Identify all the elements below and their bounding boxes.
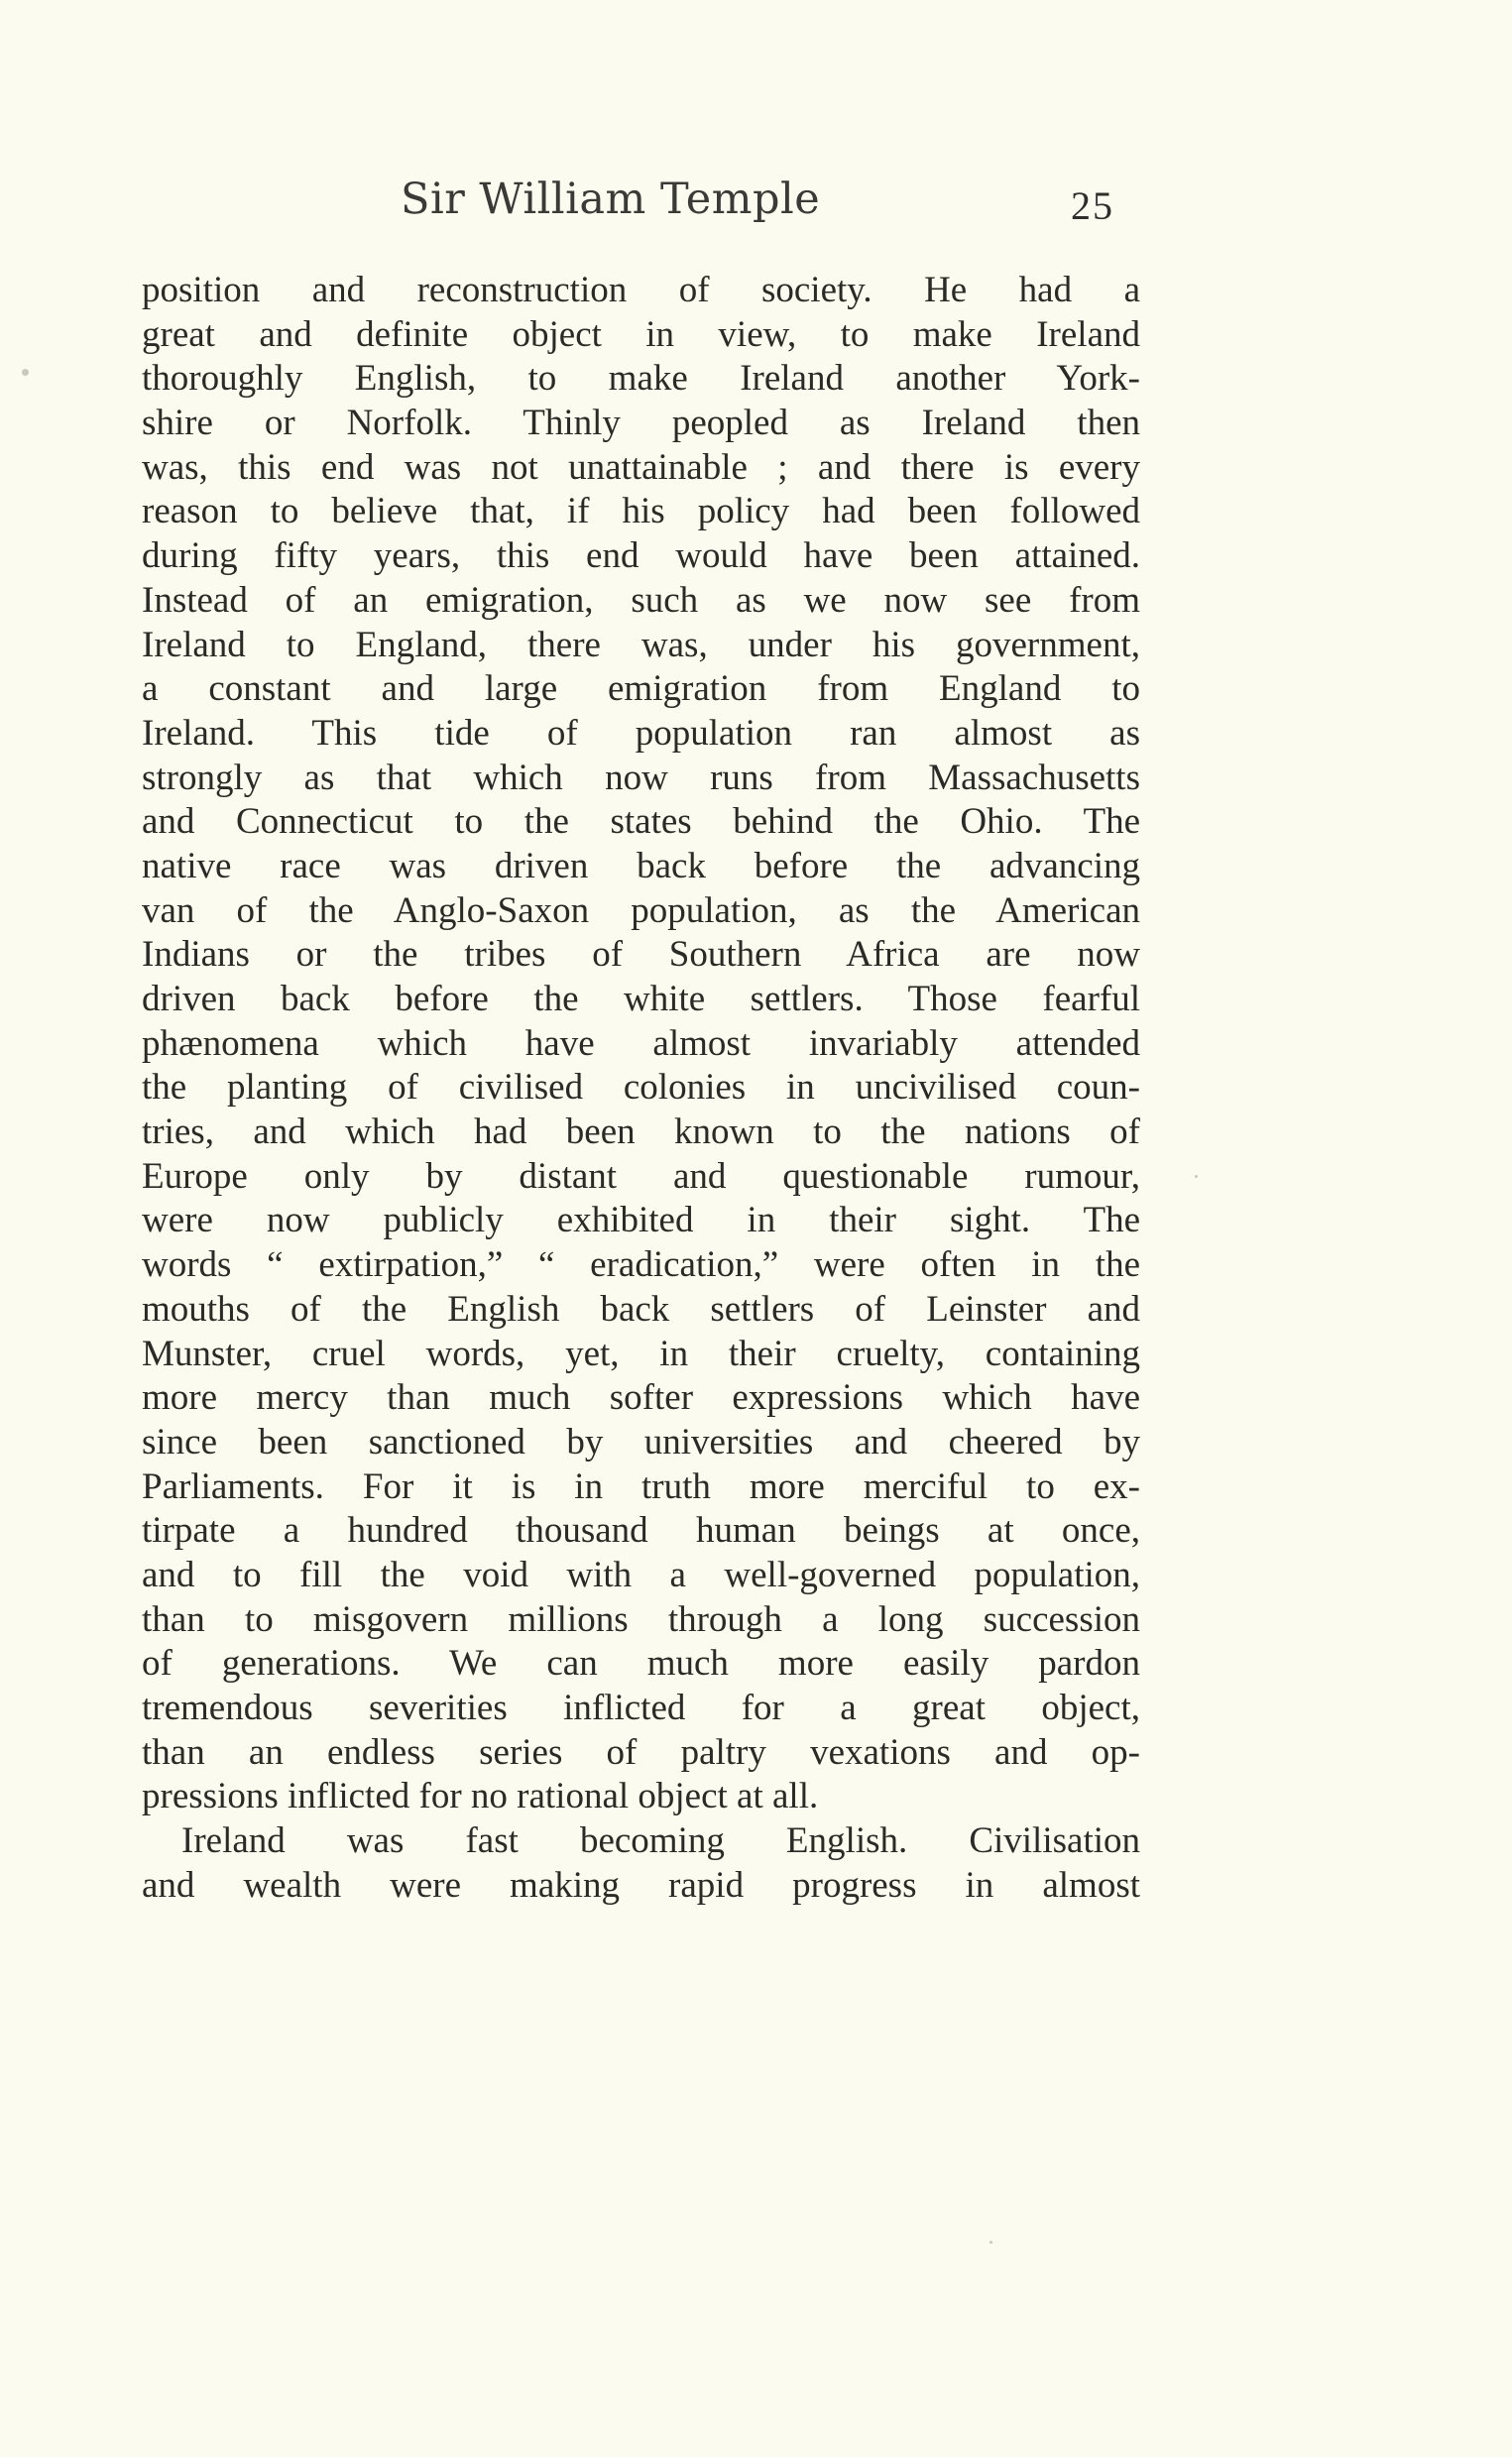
text-line: and Connecticut to the states behind the Ohio. The [142,801,1140,843]
text-line: words “ extirpation,” “ eradication,” were often in the [142,1244,1140,1286]
text-line: strongly as that which now runs from Massachusetts [142,757,1140,798]
text-line: than an endless series of paltry vexations and op- [142,1731,1140,1773]
text-line: great and definite object in view, to make Ireland [142,313,1140,355]
text-line: the planting of civilised colonies in uncivilised coun- [142,1067,1140,1109]
text-line: mouths of the English back settlers of Leinster and [142,1288,1140,1330]
text-line: of generations. We can much more easily pardon [142,1643,1140,1685]
text-line: during fifty years, this end would have been attained. [142,535,1140,577]
text-line: a constant and large emigration from England to [142,668,1140,710]
text-line: tremendous severities inflicted for a great object, [142,1688,1140,1728]
text-line: more mercy than much softer expressions which have [142,1377,1140,1419]
text-line: Munster, cruel words, yet, in their cruelty, containing [142,1333,1140,1374]
text-line: Ireland to England, there was, under his government, [142,624,1140,665]
text-line: and to fill the void with a well-governed population, [142,1554,1140,1595]
text-line: tirpate a hundred thousand human beings at once, [142,1510,1140,1552]
text-line: shire or Norfolk. Thinly peopled as Ireland then [142,403,1140,444]
text-line: were now publicly exhibited in their sight. The [142,1200,1140,1241]
text-line: Indians or the tribes of Southern Africa are now [142,934,1140,976]
text-line: reason to believe that, if his policy had been followed [142,491,1140,532]
running-title: Sir William Temple [401,175,821,224]
text-line: van of the Anglo-Saxon population, as the American [142,889,1140,931]
text-line: Europe only by distant and questionable rumour, [142,1155,1140,1197]
paper-speck [989,2241,992,2244]
text-line: Parliaments. For it is in truth more merciful to ex- [142,1465,1140,1507]
paragraph-first-line: Ireland was fast becoming English. Civilisation [181,1820,1140,1862]
body-text [142,269,1140,1908]
paper-speck [22,369,29,376]
text-line: Ireland. This tide of population ran almost as [142,712,1140,754]
paper-speck [1195,1175,1198,1178]
text-line: phænomena which have almost invariably attended [142,1022,1140,1064]
text-line: since been sanctioned by universities and cheered by [142,1421,1140,1462]
page-number: 25 [1071,183,1114,228]
text-line: thoroughly English, to make Ireland another York- [142,358,1140,400]
text-line: driven back before the white settlers. Those fearful [142,979,1140,1019]
text-line: pressions inflicted for no rational object at all. [142,1776,819,1817]
text-line: native race was driven back before the advancing [142,845,1140,886]
text-line: and wealth were making rapid progress in almost [142,1864,1140,1906]
text-line: position and reconstruction of society. He had a [142,270,1140,310]
running-head [0,175,1512,234]
text-line: than to misgovern millions through a long succession [142,1598,1140,1640]
text-line: tries, and which had been known to the nations of [142,1112,1140,1153]
text-line: Instead of an emigration, such as we now see from [142,579,1140,621]
text-line: was, this end was not unattainable ; and there is every [142,446,1140,488]
